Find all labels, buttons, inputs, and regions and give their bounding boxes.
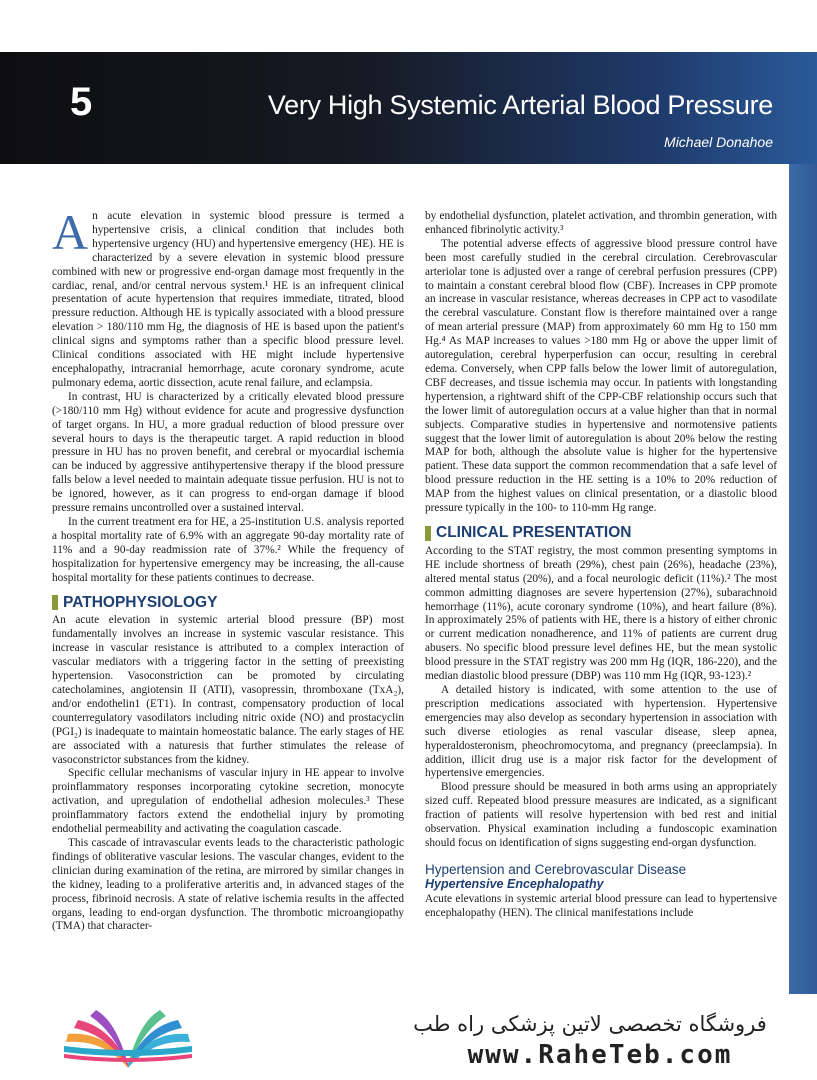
paragraph: An acute elevation in systemic arterial blood pressure (BP) most fundamentally involves an increase in systemic vascular resistance. This increase in vascular resistance is attributed to a complex interaction of vascular mediators with a triggering factor in the setting of preexisting hypertension. Vasoconstriction can be promoted by circulating catecholamines, angiotensin II (ATII), vasopressin, thromboxane (TxA₂), and/or endothelin1 (ET1). In contrast, compensatory production of local counterregulatory vasodilators including nitric oxide (NO) and prostacyclin (PGI₂) is inadequate to maintain homeostatic balance. The early stages of HE are associated with a naturesis that further stimulates the release of vasoconstrictor substances from the kidney.	[52, 614, 404, 766]
section-heading-clinical-presentation	[425, 526, 777, 541]
drop-cap: A	[52, 204, 89, 260]
store-name: فروشگاه تخصصی لاتین پزشکی راه طب	[413, 1012, 767, 1036]
paragraph: This cascade of intravascular events leads to the characteristic pathologic findings of obliterative vascular lesions. The vascular changes, evident to the clinician during examination of the retina, are mirrored by similar changes in the kidney, leading to a proliferative arteritis and, in advanced stages of the process, fibrinoid necrosis. A state of relative ischemia results in the affected organs, leading to end-organ dysfunction. The thrombotic microangiopathy (TMA) that character-	[52, 836, 404, 933]
heading-text: PATHOPHYSIOLOGY	[63, 594, 218, 612]
store-url: www.RaheTeb.com	[467, 1040, 733, 1070]
paragraph: Acute elevations in systemic arterial blood pressure can lead to hypertensive encephalopathy (HEN). The clinical manifestations include	[425, 892, 777, 919]
author-name: Michael Donahoe	[664, 134, 773, 150]
paragraph: Blood pressure should be measured in both arms using an appropriately sized cuff. Repeated blood pressure measures are indicated, as a significant fraction of patients will resolve hypertension with bed rest and initial observation. Physical examination including a fundoscopic examination should focus on identification of signs suggesting end-organ dysfunction.	[425, 781, 777, 849]
paragraph: A detailed history is indicated, with some attention to the use of prescription medications associated with hypertension. Hypertensive emergencies may also develop as secondary hypertension in association with such diverse etiologies as renal vascular disease, sleep apnea, hyperaldosteronism, pheochromocytoma, and pregnancy (preeclampsia). In addition, illicit drug use is a major risk factor for the development of hypertensive emergencies.	[425, 684, 777, 780]
paragraph: In the current treatment era for HE, a 25-institution U.S. analysis reported a hospital mortality rate of 6.9% with an aggregate 90-day mortality rate of 11% and a 90-day readmission rate of 37%.² While the frequency of hospitalization for hypertensive emergency may be increasing, the all-cause hospital mortality for these patients continues to decrease.	[52, 515, 404, 584]
paragraph: In contrast, HU is characterized by a critically elevated blood pressure (>180/110 mm Hg) without evidence for acute and progressive dysfunction of target organs. In HU, a more gradual reduction of blood pressure over several hours to days is the therapeutic target. A rapid reduction in blood pressure in HU has no proven benefit, and cerebral or myocardial ischemia can be induced by aggressive antihypertensive therapy if the blood pressure falls below a level needed to maintain adequate tissue perfusion. HU is not to be ignored, however, as it can progress to end-organ damage if blood pressure remains uncontrolled over a sustained interval.	[52, 390, 404, 515]
subsubsection-heading: Hypertensive Encephalopathy	[425, 876, 604, 891]
chapter-title: Very High Systemic Arterial Blood Pressure	[267, 90, 773, 120]
section-heading-pathophysiology	[52, 595, 404, 610]
chapter-header	[0, 52, 817, 164]
book-logo-icon	[58, 1002, 198, 1074]
paragraph: The potential adverse effects of aggressive blood pressure control have been most carefully studied in the cerebral circulation. Cerebrovascular arteriolar tone is adjusted over a range of cerebral perfusion pressures (CPP) to maintain a constant cerebral blood flow (CBF). Increases in CPP promote an increase in vascular resistance, whereas decreases in CPP act to vasodilate the cerebral vasculature. Constant flow is therefore maintained over a range of mean arterial pressure (MAP) from approximately 60 mm Hg to 150 mm Hg.⁴ As MAP increases to values >180 mm Hg or above the upper limit of autoregulation, cerebral hyperperfusion can occur, resulting in cerebral edema. Conversely, when CPP falls below the lower limit of autoregulation, CBF decreases, and tissue ischemia may occur. In patients with longstanding hypertension, a rightward shift of the CPP-CBF relationship occurs such that the lower limit of autoregulation occurs at a value higher than that in normal subjects. Comparative studies in hypertensive and normotensive patients suggest that the lower limit of autoregulation is about 20% below the resting MAP for both, although the absolute value is higher for the hypertensive patient. These data support the common recommendation that a safe level of blood pressure reduction in the HE setting is a 10% to 20% reduction of MAP from the highest values on clinical presentation, or a diastolic blood pressure typically in the 100- to 110-mm Hg range.	[425, 237, 777, 515]
heading-bar	[425, 526, 431, 541]
subsection-heading: Hypertension and Cerebrovascular Disease	[425, 861, 687, 877]
paragraph: According to the STAT registry, the most common presenting symptoms in HE include shortness of breath (29%), chest pain (26%), headache (23%), altered mental status (20%), and a focal neurologic deficit (11%).² The most common admitting diagnoses are severe hypertension (27%), subarachnoid hemorrhage (11%), acute coronary syndrome (10%), and heart failure (8%). In approximately 25% of patients with HE, there is a history of either chronic or current medication nonadherence, and 11% of patients are current drug abusers. No specific blood pressure level defines HE, but the mean systolic blood pressure in the STAT registry was 200 mm Hg (IQR, 186-220), and the median diastolic blood pressure (DBP) was 110 mm Hg (IQR, 93-123).²	[425, 544, 777, 683]
heading-text: CLINICAL PRESENTATION	[436, 524, 632, 542]
left-column	[52, 204, 404, 934]
paragraph: by endothelial dysfunction, platelet activation, and thrombin generation, with enhanced fibrinolytic activity.³	[425, 210, 777, 236]
top-margin	[0, 0, 817, 52]
footer-banner	[0, 994, 817, 1080]
right-column	[425, 210, 777, 921]
intro-paragraph	[52, 204, 404, 391]
heading-bar	[52, 595, 58, 610]
intro-text: n acute elevation in systemic blood pressure is termed a hypertensive crisis, a clinical condition that includes both hypertensive urgency (HU) and hypertensive emergency (HE). HE is characterized by a severe elevation in systemic blood pressure combined with new or progressive end-organ damage most frequently in the cardiac, renal, and/or central nervous system.¹ HE is an infrequent clinical presentation of acute hypertension that requires immediate, titrated, blood pressure reduction. Although HE is typically associated with a blood pressure elevation > 180/110 mm Hg, the diagnosis of HE is based upon the patient's clinical signs and symptoms rather than a specific blood pressure level. Clinical conditions associated with HE might include hypertensive encephalopathy, intracranial hemorrhage, acute coronary syndrome, acute pulmonary edema, aortic dissection, acute renal failure, and eclampsia.	[52, 210, 404, 389]
chapter-number: 5	[70, 80, 93, 124]
paragraph: Specific cellular mechanisms of vascular injury in HE appear to involve proinflammatory responses incorporating cytokine secretion, monocyte activation, and upregulation of endothelial adhesion molecules.³ These proinflammatory factors extend the endothelial injury by promoting endothelial permeability and activating the coagulation cascade.	[52, 767, 404, 836]
side-accent-bar	[789, 164, 817, 994]
